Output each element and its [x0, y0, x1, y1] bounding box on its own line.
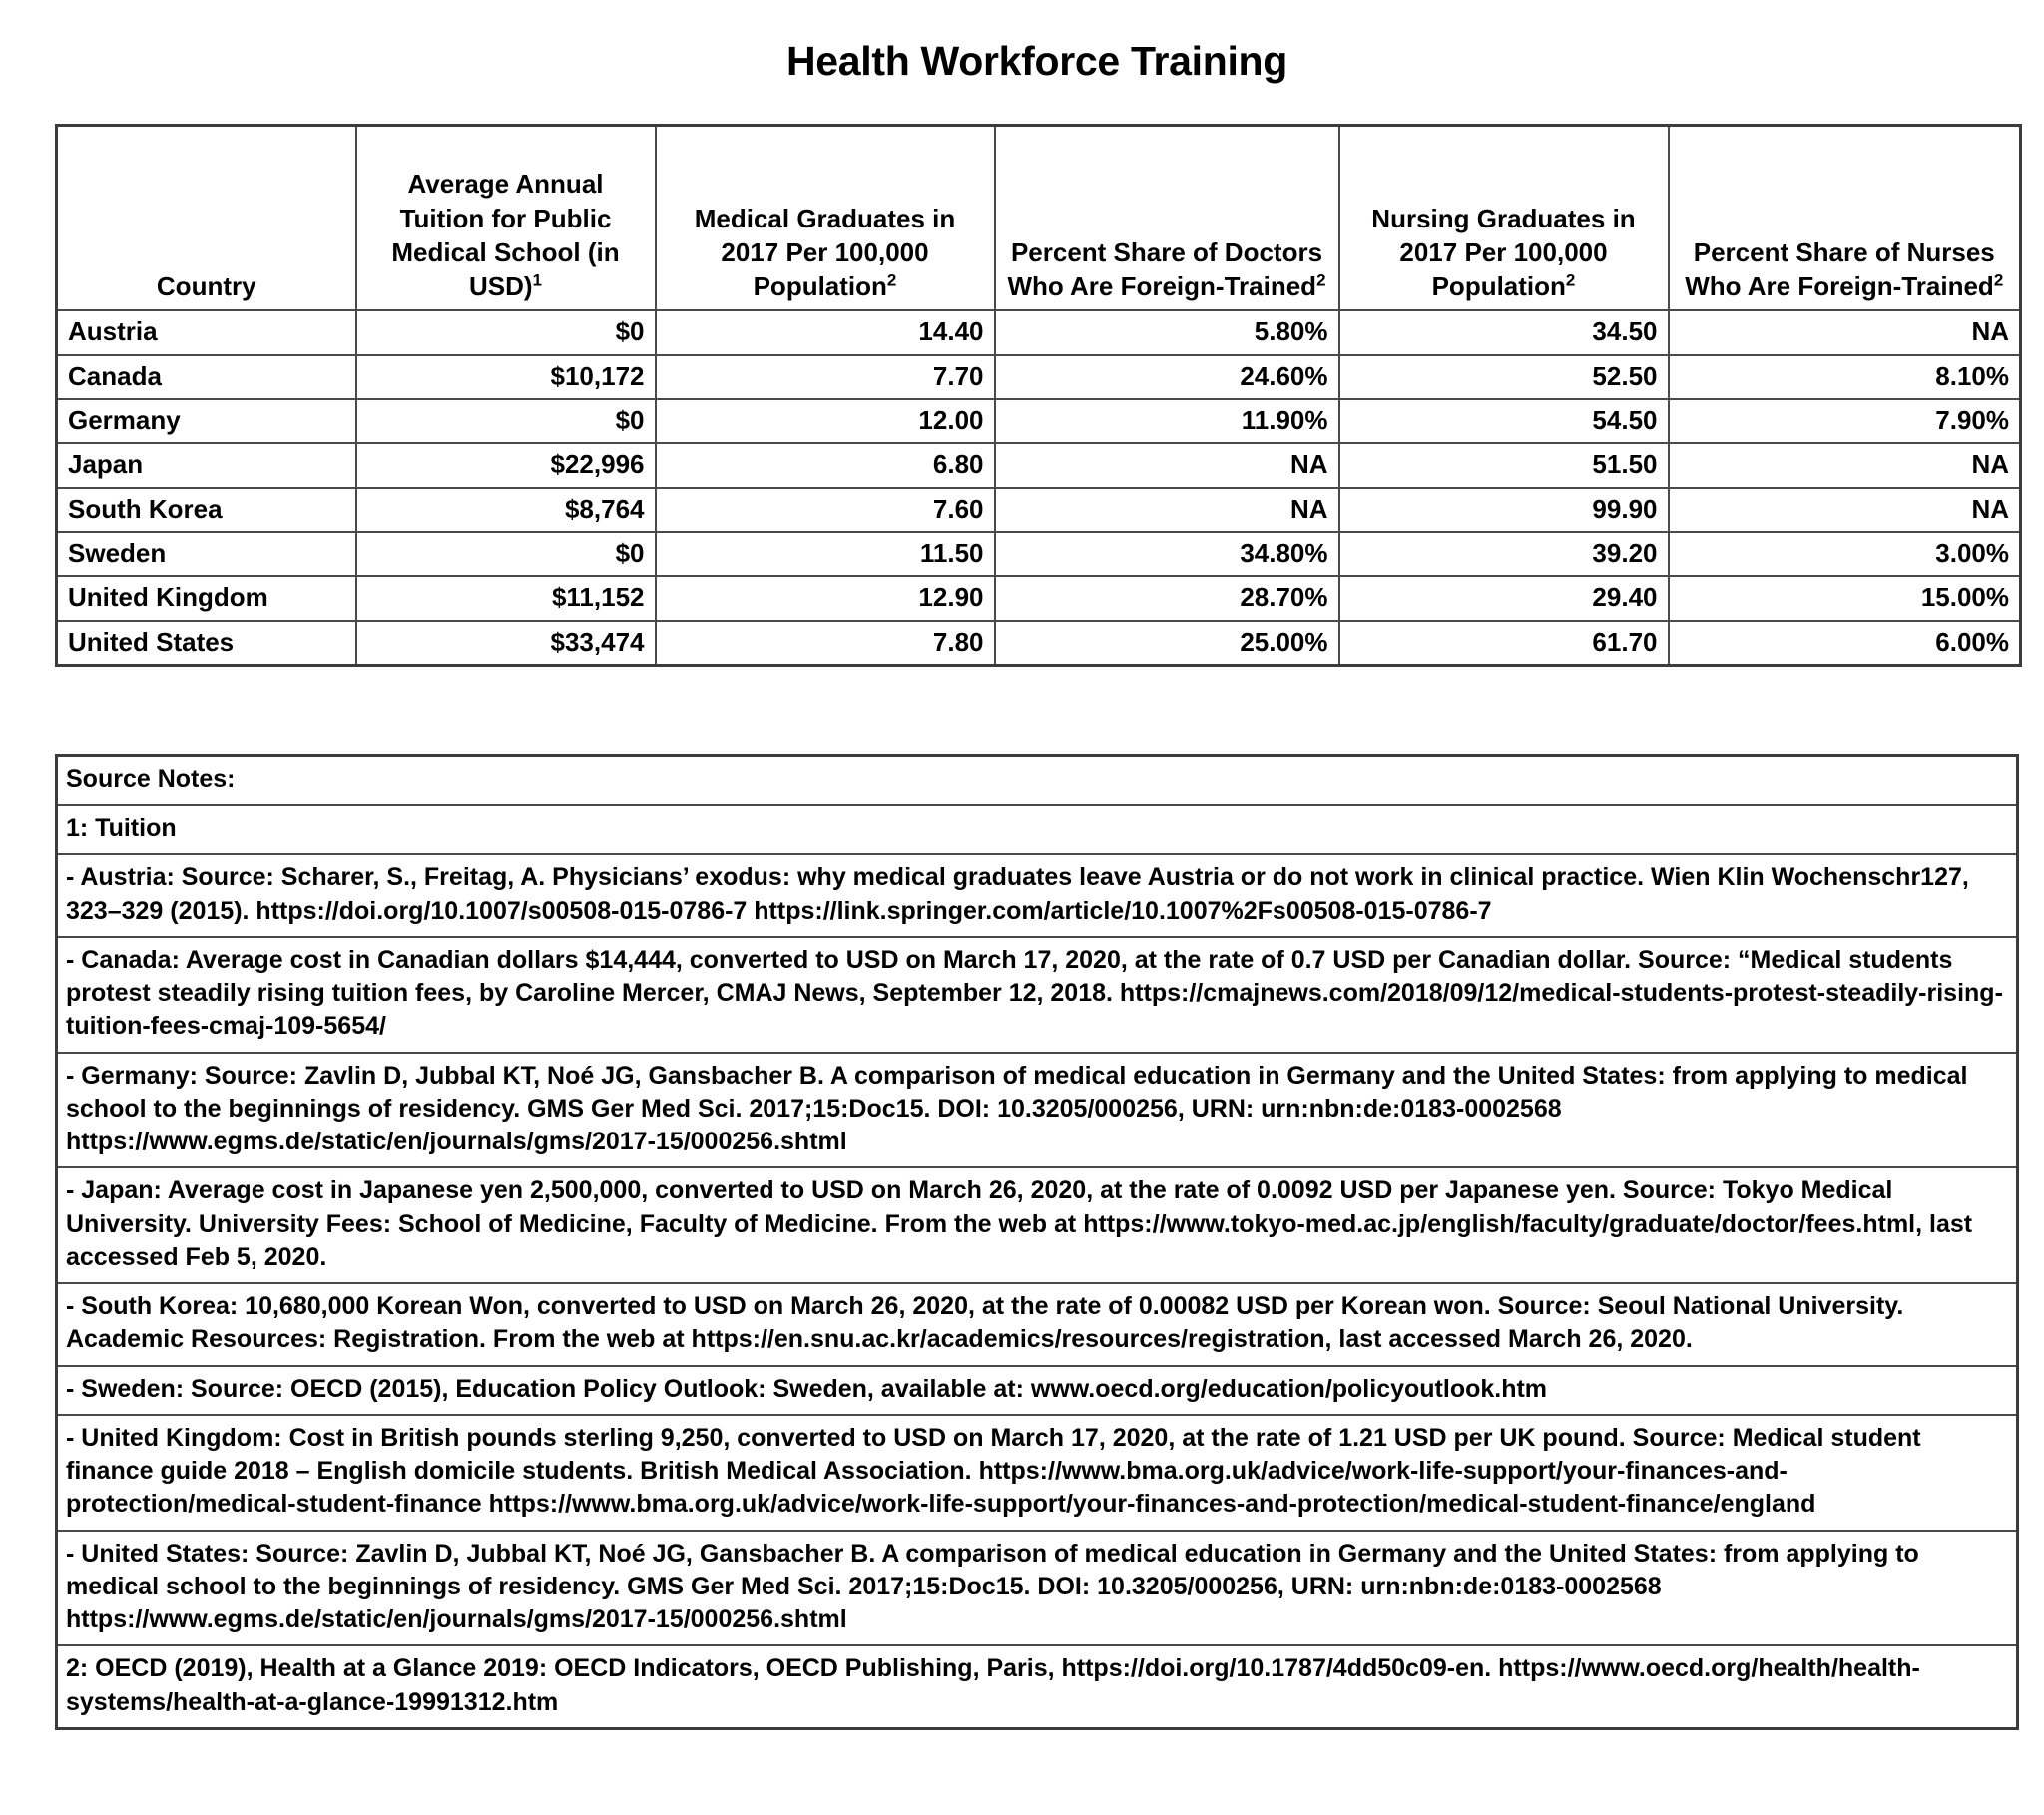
- health-workforce-table-container: [55, 124, 2019, 667]
- source-note-text: - Japan: Average cost in Japanese yen 2,500,000, converted to USD on March 26, 2020, at the rate of 0.0092 USD per Japanese yen. Source: Tokyo Medical University. University Fees: School of Medicine, Faculty of Medicine. From the web at https://www.tokyo-med.ac.jp/english/faculty/graduate/doctor/fees.html, last accessed Feb 5, 2020.: [57, 1167, 2018, 1283]
- cell-tuition: $0: [356, 310, 656, 354]
- table-row: [57, 621, 2021, 666]
- source-note-row: [57, 805, 2018, 854]
- column-header-label: Percent Share of Nurses Who Are Foreign-Trained: [1685, 236, 1995, 302]
- cell-med_grads: 11.50: [656, 532, 995, 576]
- table-header-row: [57, 125, 2021, 310]
- cell-nurses_ft: 7.90%: [1669, 399, 2021, 443]
- cell-tuition: $10,172: [356, 355, 656, 399]
- cell-nurse_grads: 54.50: [1339, 399, 1669, 443]
- cell-country: Japan: [57, 443, 356, 487]
- source-note-row: [57, 1366, 2018, 1415]
- cell-med_grads: 6.80: [656, 443, 995, 487]
- table-header: [57, 125, 2021, 310]
- column-header-label: Percent Share of Doctors Who Are Foreign-Trained: [1007, 236, 1323, 302]
- cell-country: United Kingdom: [57, 576, 356, 620]
- cell-nurses_ft: 8.10%: [1669, 355, 2021, 399]
- cell-country: South Korea: [57, 488, 356, 532]
- cell-nurse_grads: 34.50: [1339, 310, 1669, 354]
- source-note-row: [57, 854, 2018, 937]
- table-row: [57, 576, 2021, 620]
- cell-country: Austria: [57, 310, 356, 354]
- health-workforce-table: [55, 124, 2022, 667]
- source-note-row: [57, 1283, 2018, 1366]
- cell-doctors_ft: NA: [995, 488, 1339, 532]
- source-note-text: - Sweden: Source: OECD (2015), Education Policy Outlook: Sweden, available at: www.oecd.org/education/policyoutlook.htm: [57, 1366, 2018, 1415]
- cell-nurses_ft: NA: [1669, 310, 2021, 354]
- cell-tuition: $22,996: [356, 443, 656, 487]
- column-header-doctors_ft: [995, 125, 1339, 310]
- cell-nurse_grads: 39.20: [1339, 532, 1669, 576]
- cell-nurse_grads: 52.50: [1339, 355, 1669, 399]
- table-row: [57, 532, 2021, 576]
- column-header-label: Average Annual Tuition for Public Medical School (in USD): [391, 169, 620, 302]
- column-header-label: Country: [156, 271, 256, 302]
- source-note-row: [57, 1167, 2018, 1283]
- table-body: [57, 310, 2021, 665]
- table-row: [57, 310, 2021, 354]
- cell-doctors_ft: 34.80%: [995, 532, 1339, 576]
- cell-med_grads: 7.80: [656, 621, 995, 666]
- source-note-text: - Germany: Source: Zavlin D, Jubbal KT, Noé JG, Gansbacher B. A comparison of medical education in Germany and the United States: from applying to medical school to the beginnings of residency. GMS Ger Med Sci. 2017;15:Doc15. DOI: 10.3205/000256, URN: urn:nbn:de:0183-0002568 https://www.egms.de/static/en/journals/gms/2017-15/000256.shtml: [57, 1053, 2018, 1168]
- source-note-text: - Austria: Source: Scharer, S., Freitag, A. Physicians’ exodus: why medical graduates leave Austria or do not work in clinical practice. Wien Klin Wochenschr127, 323–329 (2015). https://doi.org/10.1007/s00508-015-0786-7 https://link.springer.com/article/10.1007%2Fs00508-015-0786-7: [57, 854, 2018, 937]
- source-note-text: 2: OECD (2019), Health at a Glance 2019: OECD Indicators, OECD Publishing, Paris, https://doi.org/10.1787/4dd50c09-en. https://www.oecd.org/health/health-systems/health-at-a-glance-19991312.htm: [57, 1645, 2018, 1728]
- footnote-marker: 2: [1993, 270, 2004, 290]
- column-header-nurses_ft: [1669, 125, 2021, 310]
- column-header-tuition: [356, 125, 656, 310]
- document-page: [0, 27, 2044, 1815]
- cell-tuition: $0: [356, 399, 656, 443]
- column-header-med_grads: [656, 125, 995, 310]
- table-row: [57, 443, 2021, 487]
- cell-tuition: $8,764: [356, 488, 656, 532]
- cell-nurses_ft: 3.00%: [1669, 532, 2021, 576]
- source-notes-container: [55, 667, 2019, 1730]
- cell-country: United States: [57, 621, 356, 666]
- column-header-label: Medical Graduates in 2017 Per 100,000 Population: [694, 203, 956, 302]
- column-header-nurse_grads: [1339, 125, 1669, 310]
- source-note-text: 1: Tuition: [57, 805, 2018, 854]
- source-note-row: [57, 937, 2018, 1053]
- cell-nurse_grads: 99.90: [1339, 488, 1669, 532]
- source-notes-heading: Source Notes:: [57, 755, 2018, 805]
- footnote-marker: 2: [1565, 270, 1576, 290]
- cell-tuition: $11,152: [356, 576, 656, 620]
- cell-tuition: $33,474: [356, 621, 656, 666]
- cell-nurse_grads: 51.50: [1339, 443, 1669, 487]
- footnote-marker: 1: [532, 270, 543, 290]
- source-note-row: [57, 1415, 2018, 1531]
- source-note-text: - South Korea: 10,680,000 Korean Won, converted to USD on March 26, 2020, at the rate of 0.00082 USD per Korean won. Source: Seoul National University. Academic Resources: Registration. From the web at https://en.snu.ac.kr/academics/resources/registration, last accessed March 26, 2020.: [57, 1283, 2018, 1366]
- cell-med_grads: 7.60: [656, 488, 995, 532]
- source-notes-table: [55, 754, 2019, 1730]
- source-note-text: - Canada: Average cost in Canadian dollars $14,444, converted to USD on March 17, 2020, at the rate of 0.7 USD per Canadian dollar. Source: “Medical students protest steadily rising tuition fees, by Caroline Mercer, CMAJ News, September 12, 2018. https://cmajnews.com/2018/09/12/medical-students-protest-steadily-rising-tuition-fees-cmaj-109-5654/: [57, 937, 2018, 1053]
- cell-tuition: $0: [356, 532, 656, 576]
- cell-nurse_grads: 61.70: [1339, 621, 1669, 666]
- cell-doctors_ft: 28.70%: [995, 576, 1339, 620]
- cell-country: Sweden: [57, 532, 356, 576]
- source-note-row: [57, 1531, 2018, 1646]
- cell-country: Germany: [57, 399, 356, 443]
- cell-nurses_ft: 6.00%: [1669, 621, 2021, 666]
- cell-nurse_grads: 29.40: [1339, 576, 1669, 620]
- cell-nurses_ft: NA: [1669, 488, 2021, 532]
- table-row: [57, 488, 2021, 532]
- cell-doctors_ft: 11.90%: [995, 399, 1339, 443]
- cell-doctors_ft: 25.00%: [995, 621, 1339, 666]
- footnote-marker: 2: [1316, 270, 1326, 290]
- cell-doctors_ft: 24.60%: [995, 355, 1339, 399]
- source-note-text: - United Kingdom: Cost in British pounds sterling 9,250, converted to USD on March 17, 2020, at the rate of 1.21 USD per UK pound. Source: Medical student finance guide 2018 – English domicile students. British Medical Association. https://www.bma.org.uk/advice/work-life-support/your-finances-and-protection/medical-student-finance https://www.bma.org.uk/advice/work-life-support/your-finances-and-protection/medical-student-finance/england: [57, 1415, 2018, 1531]
- source-notes-body: [57, 755, 2018, 1728]
- cell-med_grads: 12.00: [656, 399, 995, 443]
- cell-med_grads: 14.40: [656, 310, 995, 354]
- column-header-country: [57, 125, 356, 310]
- source-note-row: [57, 1053, 2018, 1168]
- cell-med_grads: 7.70: [656, 355, 995, 399]
- cell-doctors_ft: 5.80%: [995, 310, 1339, 354]
- cell-nurses_ft: 15.00%: [1669, 576, 2021, 620]
- column-header-label: Nursing Graduates in 2017 Per 100,000 Population: [1371, 203, 1636, 302]
- cell-doctors_ft: NA: [995, 443, 1339, 487]
- cell-country: Canada: [57, 355, 356, 399]
- footnote-marker: 2: [886, 270, 897, 290]
- table-row: [57, 355, 2021, 399]
- page-title: Health Workforce Training: [785, 38, 1288, 85]
- source-note-text: - United States: Source: Zavlin D, Jubbal KT, Noé JG, Gansbacher B. A comparison of medical education in Germany and the United States: from applying to medical school to the beginnings of residency. GMS Ger Med Sci. 2017;15:Doc15. DOI: 10.3205/000256, URN: urn:nbn:de:0183-0002568 https://www.egms.de/static/en/journals/gms/2017-15/000256.shtml: [57, 1531, 2018, 1646]
- cell-med_grads: 12.90: [656, 576, 995, 620]
- source-note-row: [57, 1645, 2018, 1728]
- source-notes-heading-row: [57, 755, 2018, 805]
- cell-nurses_ft: NA: [1669, 443, 2021, 487]
- table-row: [57, 399, 2021, 443]
